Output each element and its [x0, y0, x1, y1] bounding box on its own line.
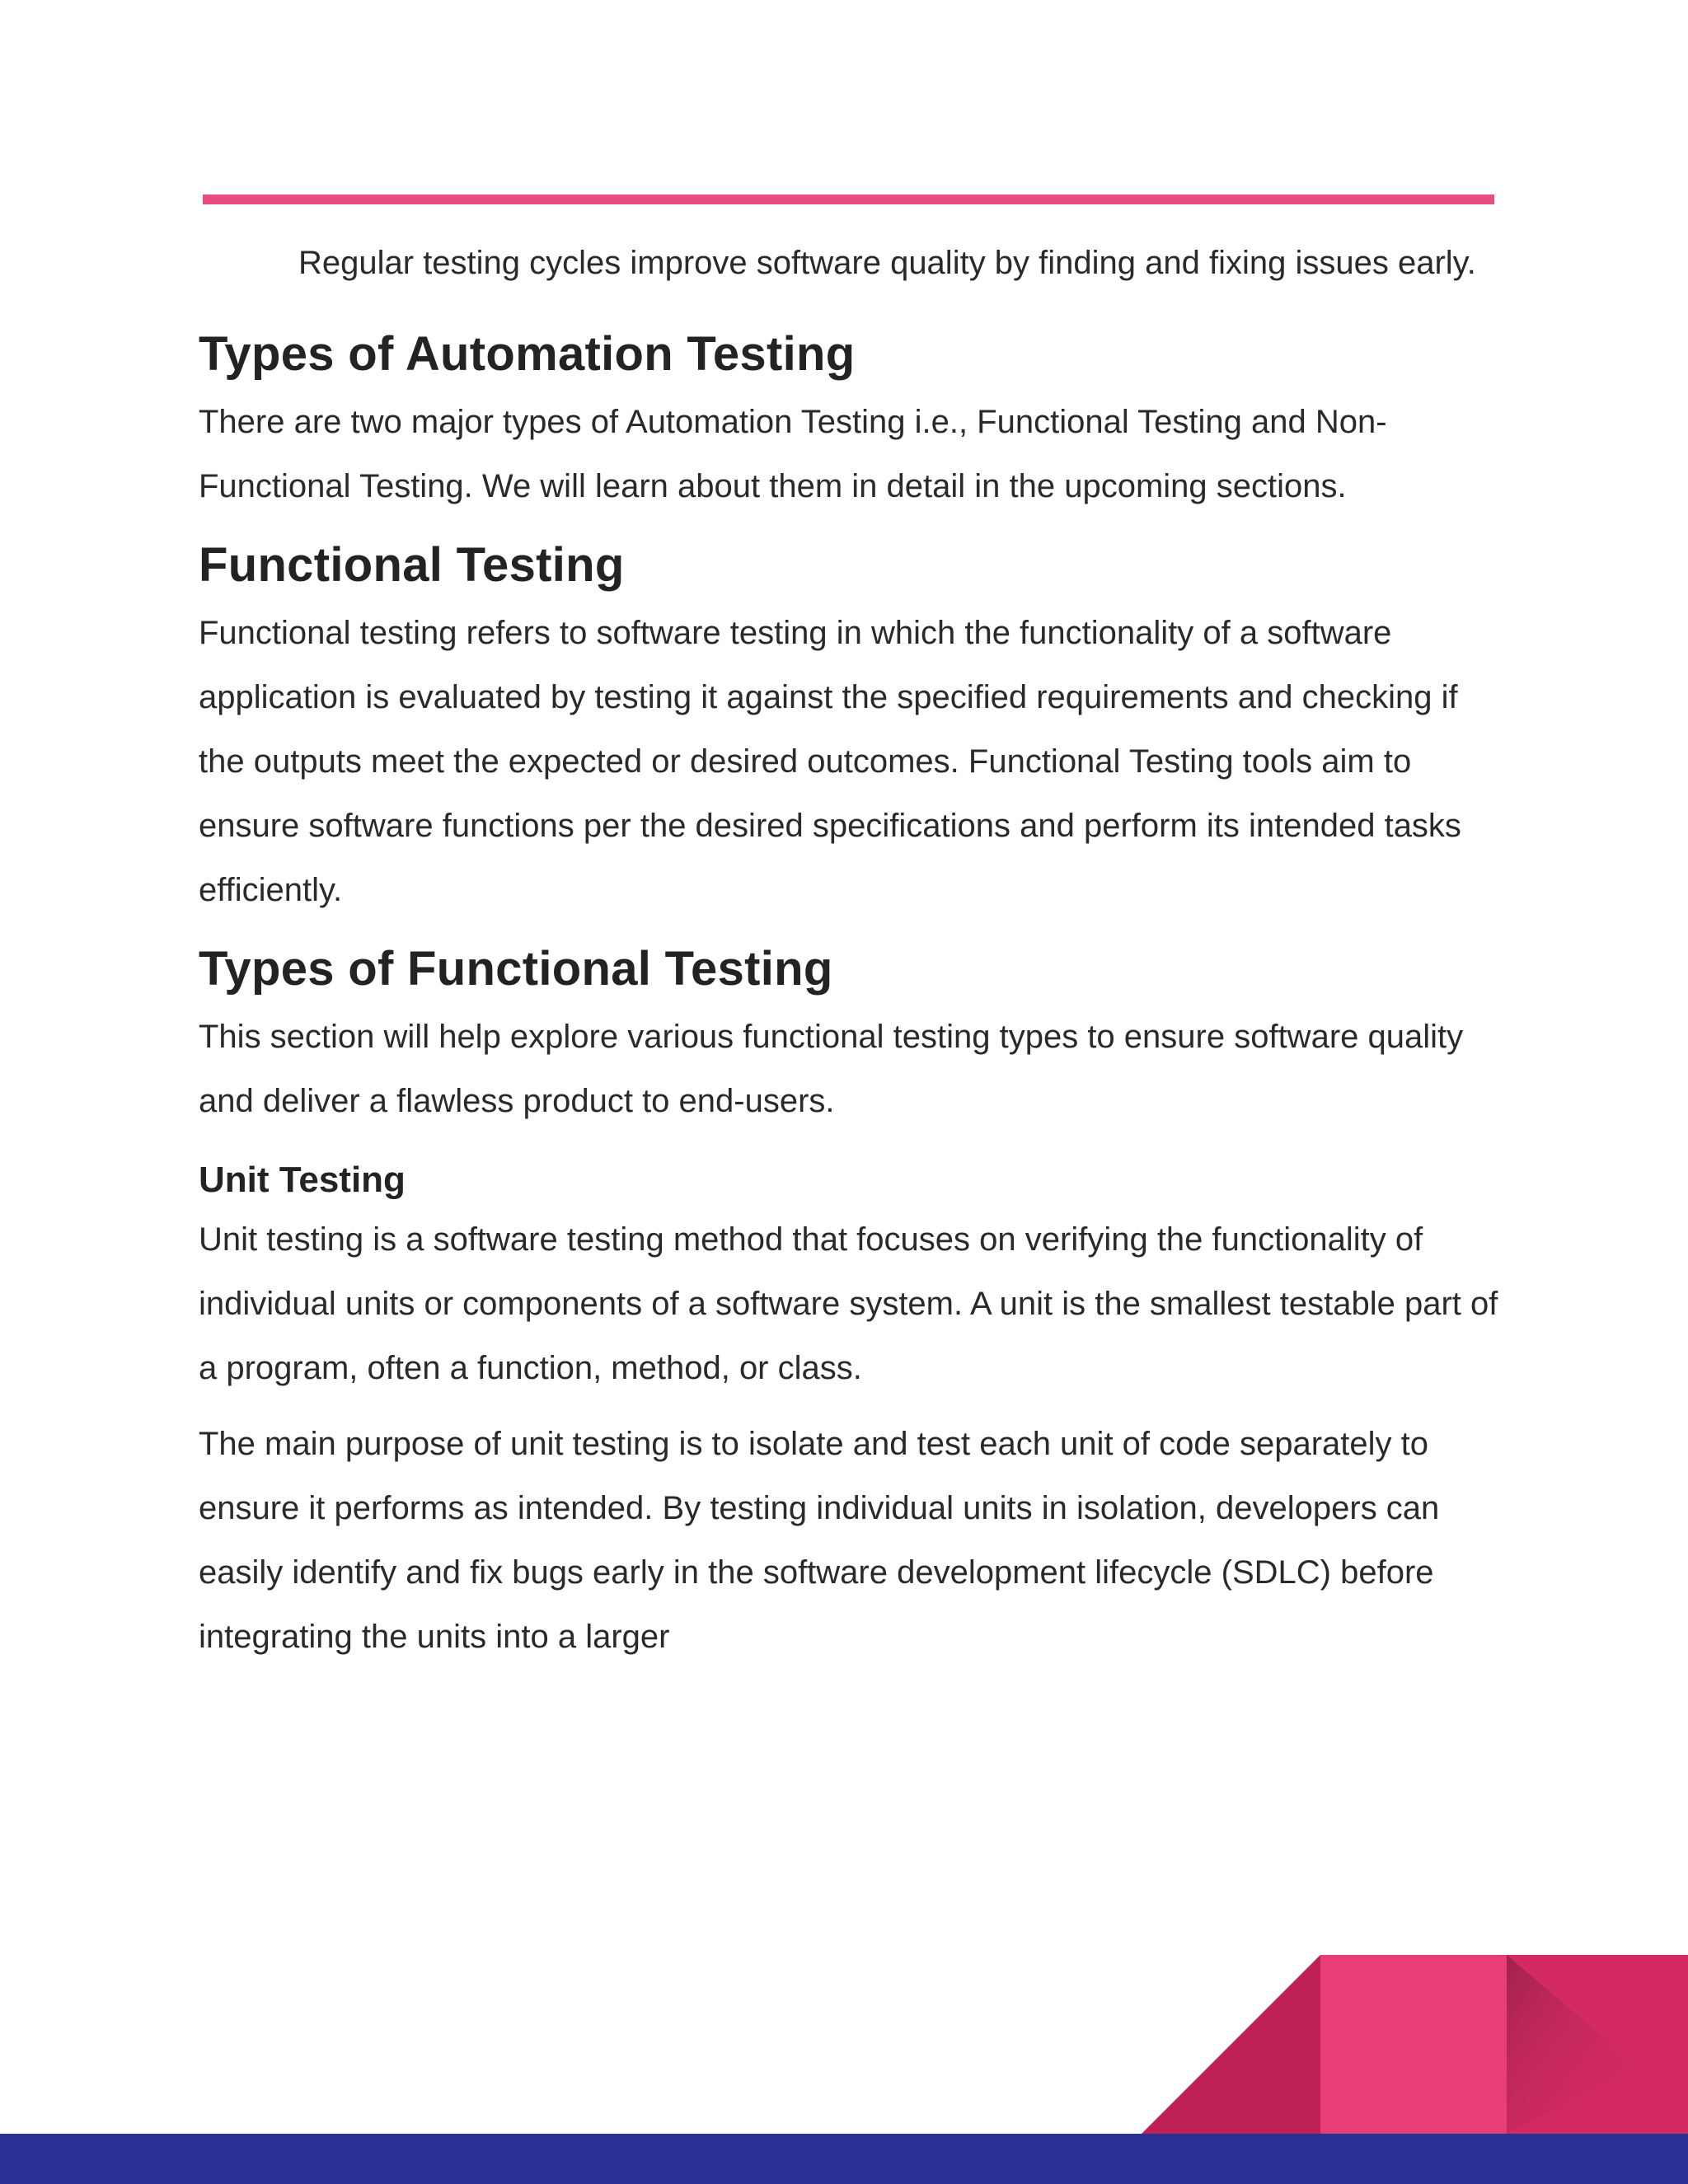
heading-functional-testing: Functional Testing [199, 538, 625, 592]
paragraph-unit-testing-2: The main purpose of unit testing is to isolate and test each unit of code separately to ensure it performs as intended. By testing individual units in isolation, developers can easily identify and fix bugs early in the software development lifecycle (SDLC) before integrating the units into a larger [199, 1426, 1440, 1655]
paragraph-automation-types: There are two major types of Automation Testing i.e., Functional Testing and Non- Functional Testing. We will learn about them in detail in the upcoming sections. [199, 404, 1387, 504]
heading-types-of-functional-testing: Types of Functional Testing [199, 942, 833, 996]
intro-text: Regular testing cycles improve software quality by finding and fixing issues early. [298, 245, 1476, 281]
paragraph-functional-testing: Functional testing refers to software testing in which the functionality of a software application is evaluated by testing it against the specified requirements and checking if the outputs meet the expected or desired outcomes. Functional Testing tools aim to ensure software functions per the desired specifications and perform its intended tasks efficiently. [199, 615, 1461, 908]
heading-types-of-automation-testing: Types of Automation Testing [199, 327, 856, 381]
footer-band [0, 2134, 1688, 2184]
paragraph-unit-testing-1: Unit testing is a software testing method that focuses on verifying the functionality of individual units or components of a software system. A unit is the smallest testable part of a program, often a function, method, or class. [199, 1221, 1498, 1386]
deco-crimson-triangle [1142, 1955, 1320, 2134]
heading-unit-testing: Unit Testing [199, 1160, 406, 1200]
deco-pink-panel [1320, 1955, 1507, 2134]
paragraph-functional-types: This section will help explore various functional testing types to ensure software quality and deliver a flawless product to end-users. [199, 1019, 1464, 1119]
